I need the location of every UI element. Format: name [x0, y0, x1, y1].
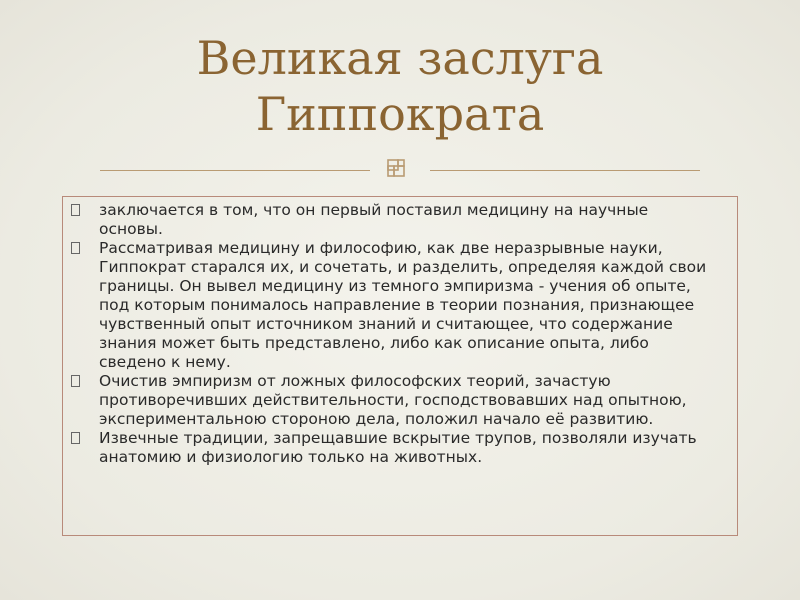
- slide-title-line-1: Великая заслуга: [196, 31, 604, 85]
- divider-rule-right: [430, 170, 700, 171]
- slide-title-line-2: Гиппократа: [255, 87, 545, 141]
- content-box: [62, 196, 738, 536]
- bullet-text: Извечные традиции, запрещавшие вскрытие трупов, позволяли изучать анатомию и физиологию только на животных.: [99, 429, 697, 466]
- bullet-text: Очистив эмпиризм от ложных философских теорий, зачастую противоречивших действительности, господствовавших над опытною, экспериментальною стороною дела, положил начало её развитию.: [99, 372, 687, 428]
- bullet-box-icon: [71, 375, 80, 387]
- bullet-text: Рассматривая медицину и философию, как две неразрывные науки, Гиппократ старался их, и сочетать, и разделить, определяя каждой свои границы. Он вывел медицину из темного эмпиризма - учения об опыте, под которым понималось направление в теории познания, признающее чувственный опыт источником знаний и считающее, что содержание знания может быть представлено, либо как описание опыта, либо сведено к нему.: [99, 239, 707, 371]
- bullet-item: [63, 429, 737, 467]
- bullet-item: [63, 239, 737, 372]
- title-divider: [100, 162, 700, 182]
- bullet-box-icon: [71, 242, 80, 254]
- bullet-box-icon: [71, 204, 80, 216]
- square-knot-icon: [384, 156, 408, 180]
- bullet-item: [63, 201, 737, 239]
- bullet-list: [63, 197, 737, 467]
- slide-title: [0, 30, 800, 142]
- bullet-item: [63, 372, 737, 429]
- bullet-text: заключается в том, что он первый поставил медицину на научные основы.: [99, 201, 649, 238]
- bullet-box-icon: [71, 432, 80, 444]
- divider-rule-left: [100, 170, 370, 171]
